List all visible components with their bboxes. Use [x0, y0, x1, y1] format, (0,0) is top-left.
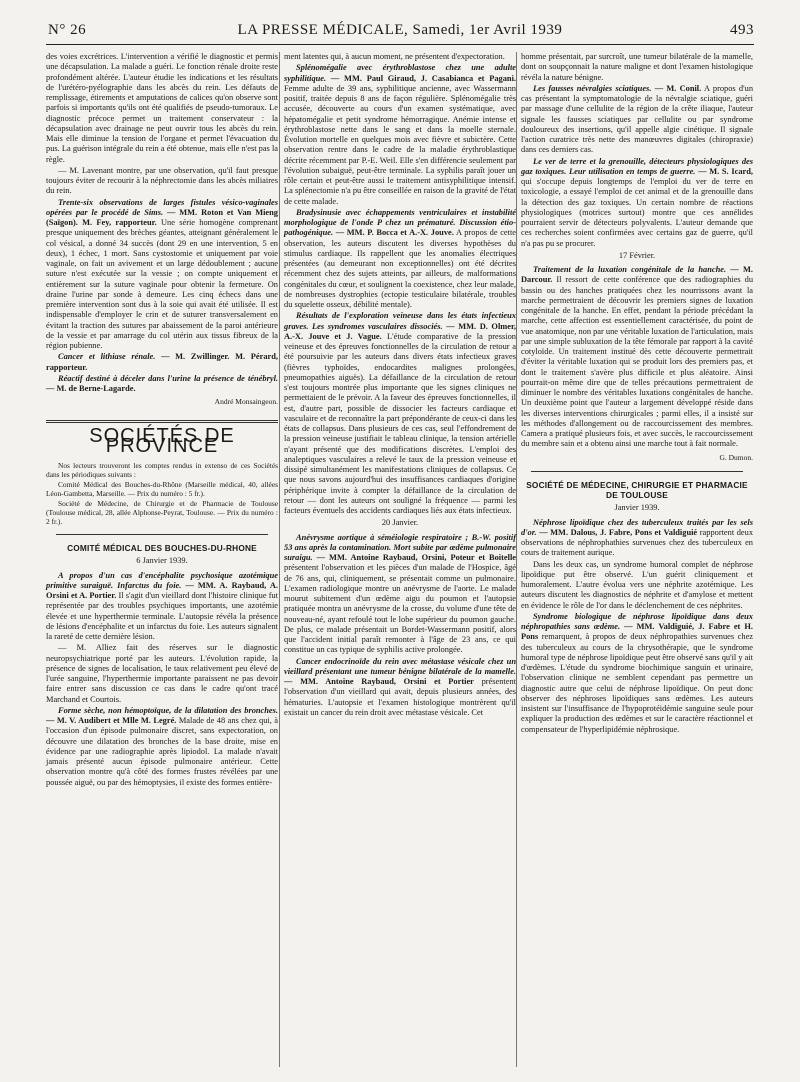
paragraph: Dans les deux cas, un syndrome humoral complet de néphrose lipoïdique put être observé. L'un guérit cliniquement et humoralement. L'autre évolua vers une néphrite azotémique. Les auteurs discutent les diagnostics de néphrite et d'amylose et mettent en évidence le rôle de l'or dans le déclenchement de ces néphrites. [521, 559, 753, 610]
paragraph: des voies excrétrices. L'intervention a vérifié le diagnostic et permis une décapsulation. La malade a guéri. Le fonction rénale droite reste profondément altérée. L'auteur étudie les indications et les résultats de l'urétéro-pyélographie dans les abcès du rein. Les défauts de remplissage, étirements et amputations de calices qu'on observe sont parfois si importants qu'ils ont été qualifiés de pseudo-tumoraux. Le diagnostic précoce permet un traitement conservateur : la décapsulation avec drainage ne peut ouvrir tous les abcès du rein. Mais elle diminue la tension de l'organe et permet l'évacuation du pus. La guérison intégrale du rein a été obtenue, mais elle n'est pas la règle. [46, 52, 278, 164]
article-body: présentent l'observation d'un vieillard qui avait, depuis plusieurs années, des hématuries. L'autopsie et l'examen histologique montrèrent qu'il existait un cancer du rein droit avec métastase vésicale. Cet [284, 677, 516, 717]
column-divider [279, 52, 280, 1067]
session-date: 17 Février. [618, 250, 656, 260]
article [284, 208, 516, 311]
article-body: Femme adulte de 39 ans, syphilitique ancienne, avec Wassermann positif, traitée depuis 8 ans de façon régulière. Splénomégalie très accusée, découverte au cours d'un examen systématique, avec hépatomégalie et petit syndrome hémorragique. Anémie intense et érythroblastose nette dans le sang et dans la moelle sternale. Évolution mortelle en quelques mois avec fièvre et subictère. Cette observation rentre dans le cadre de la maladie érythroblastique décrite récemment par P.-E. Weil. Elle s'en différencie seulement par l'évolution subaiguë, peut-être terminale. La syphilis paraît jouer un rôle certain et peut-être aussi le traitement antisyphilitique intensif. La splénectomie n'a pu être conseillée en raison de la gravité de l'état de cette malade. [284, 83, 516, 206]
article-body: Malade de 48 ans chez qui, à l'occasion d'un épisode pulmonaire discret, sans expectoration, on découvre une dilatation des bronches de la base droite, mise en évidence par une radiographie après lipiodol. La malade n'avait jamais présenté aucun épisode pulmonaire antérieur. Cette observation montre qu'à côté des formes frustes révélées par une poussée aiguë, ou par des hémoptysies, il existe des formes entière- [46, 716, 278, 787]
article-authors: — MM. Roton et Van Mieng (Saïgon). M. Fey, rapporteur. [46, 207, 278, 227]
paragraph: — M. Alliez fait des réserves sur le diagnostic neuropsychiatrique porté par les auteurs. L'évolution rapide, la présence de signes de localisation, le taux relativement peu élevé de l'urée sanguine, l'hyperthermie importante paraissent ne pas devoir faire entrer sans discussion ce cas dans le cadre qu'ont tracé Marchand et Courtois. [46, 643, 278, 704]
divider [56, 534, 268, 535]
article-title: Anévrysme aortique à séméiologie respiratoire ; B.-W. positif 53 ans après la contamination. Mort subite par œdème pulmonaire suraigu. [284, 532, 516, 562]
article [521, 518, 753, 559]
divider [531, 471, 743, 472]
article-body: Il s'agit d'un vieillard dont l'histoire clinique fut représentée par des troubles psychiques importants, une azotémie élevée et une hyperthermie terminale. L'autopsie révéla la présence de lésions d'encéphalite et un infarctus du foie. Les auteurs signalent la rareté de cette dernière lésion. [46, 591, 279, 641]
article [284, 311, 516, 516]
article-body: A propos d'un cas présentant la symptomatologie de la névralgie sciatique, guéri par massage d'une cellulite de la région de la crête iliaque, l'auteur signale les fausses sciatiques par cellulite ou par syndrome douloureux des insertions, qu'il appelle algie cinétique. Il signale l'action curatrice très nette des manœuvres digitales (chiropraxie) dans ces derniers cas. [521, 83, 754, 155]
column-1 [46, 52, 278, 789]
section-title: SOCIÉTÉS DE PROVINCE [89, 424, 235, 457]
article-authors: — MM. Antoine Raybaud, Orsini, Poteur et Boitelle [316, 553, 517, 562]
article-authors: — M. Conil. [654, 83, 702, 93]
article [46, 571, 278, 643]
paragraph: — M. Lavenant montre, par une observation, qu'il faut presque toujours éviter de recourir à la néphrectomie dans les abcès miliaires du rein. [46, 165, 278, 196]
article [521, 265, 753, 450]
session-date: 20 Janvier. [381, 518, 419, 528]
article-title: Le ver de terre et la grenouille, détecteurs physiologiques des gaz toxiques. Leur utilisation en temps de guerre. [521, 156, 753, 176]
article-authors: — M. S. Icard, [698, 166, 753, 176]
article-body: L'étude comparative de la pression veineuse et des épreuves fonctionnelles de la circulation de retour a été poursuivie par les auteurs dans divers états infectieux graves (fièvres typhoïdes, endocardites malignes prolongées, pneumopathies aiguës). La défaillance de la circulation de retour s'est toujours montrée plus importante que les signes cliniques ne permettaient de le prévoir. A la faveur des épreuves fonctionnelles, il est, d'autre part, possible de dissocier les facteurs cardiaque et vasculaire et de reconnaître la part prépondérante de ceux-ci dans les états de collapsus. Dans plusieurs de ces cas, seul l'effondrement de la pression veineuse justifiait le tableau clinique, la tension artérielle n'ayant présenté que des modifications discrètes. L'emploi des analeptiques vasculaires a relevé le taux de la pression veineuse et dissipé simultanément les manifestations cliniques de collapsus. Ce que nous savons aujourd'hui des insuffisances cardiaques d'origine périphérique invite à compter la défaillance de la circulation de retour — dont les auteurs ont souligné la fréquence — parmi les facteurs éventuels des accidents cardiaques liés aux états infectieux. [284, 331, 516, 515]
article-authors: — M. Darcour. [521, 265, 753, 285]
article-title: Trente-six observations de larges fistules vésico-vaginales opérées par le procédé de Sims. [46, 197, 278, 217]
article [284, 657, 516, 719]
article-title: Cancer et lithiase rénale. [58, 352, 156, 362]
article-body: rapportent deux observations de néphrophathies survenues chez des tuberculeux en cours de traitement aurique. [521, 527, 754, 558]
article-body: Une série homogène comprenant presque uniquement des brèches géantes, atteignant généralement le col vésical, a donné 34 succès (dont 29 en une intervention, 5 en deux), 1 échec, 1 mort. Sans cystostomie et uniquement par voie vaginale, on fait un avivement et un large dédoublement ; aucune suture n'est exécutée sur la vessie ; on compte uniquement et entièrement sur la suture vaginale pour obtenir la fermeture. On draine l'urine par sonde à demeure. Les cinq échecs dans une première intervention sont dus à la soie qui avait été utilisée. Il est indispensable d'employer le crin et de suturer transversalement en évitant la traction des sutures par abaissement de la paroi antérieure de la vessie et par amarrage du col utérin aux tissus fibreux de la région pubienne. [46, 218, 279, 350]
column-divider [516, 52, 517, 1067]
article-body: Il ressort de cette conférence que des radiographies du bassin ou des hanches pratiquées chez les nourrissons avant la marche permettraient de découvrir les premiers signes de luxation congénitale de la hanche. En effet, pendant la période précédant la marche, cette affection est essentiellement caractérisée, du point de vue anatomique, non par une véritable luxation de l'articulation, mais par une simple subluxation de la tête fémorale par rapport à la cavité cotyloïde. Un traitement institué dès cette découverte permettrait d'éviter la véritable luxation qui se produit lors des premiers pas, et dont le traitement s'avère plus difficile et plus aléatoire. Ainsi pourrait-on même dire que de telles précautions permettraient de diminuer le nombre des véritables luxations congénitales de hanche. Un deuxième point que l'auteur a largement développé réside dans les diverses interventions chirurgicales ; parmi elles, il a insisté sur les méthodes d'allongement ou de raccourcissement des membres. Camera a pratiqué plusieurs fois, et avec succès, le raccourcissement du membre sain et a obtenu ainsi une marche tout à fait normale. [521, 275, 754, 449]
session-date: Janvier 1939. [614, 503, 660, 513]
subscription-note: Comité Médical des Bouches-du-Rhône (Marseille médical, 40, allées Léon-Gambetta, Marseille. — Prix du numéro : 5 fr.). [46, 480, 278, 498]
article-authors: — MM. Paul Giraud, J. Casabianca et Pagani. [330, 73, 517, 83]
page-number: 493 [730, 22, 754, 38]
article [46, 374, 278, 395]
page-header [46, 22, 754, 44]
article-title: Splénomégalie avec érythroblastose chez une adulte syphilitique. [284, 63, 516, 83]
article-authors: — MM. A. Raybaud, A. Orsini et A. Portier. [46, 580, 278, 600]
article [284, 63, 516, 207]
article [46, 352, 278, 373]
article-title: A propos d'un cas d'encéphalite psychosique azotémique primitive suraiguë. Infarctus du foie. [46, 570, 278, 590]
signature: G. Dumon. [719, 452, 753, 462]
article-authors: — M. Zwillinger. M. Pérard, rapporteur. [46, 352, 279, 372]
article-title: Cancer endocrinoïde du rein avec métastase vésicale chez un vieillard présentant une tumeur bénigne bilatérale de la mamelle. [284, 656, 516, 676]
article-title: Résultats de l'exploration veineuse dans les états infectieux graves. Les syndromes vasculaires dissociés. [284, 311, 516, 331]
subscription-note: Société de Médecine, de Chirurgie et de Pharmacie de Toulouse (Toulouse médical, 28, allée Alphonse-Peyrat, Toulouse. — Prix du numéro : 2 fr.). [46, 499, 278, 526]
article [521, 84, 753, 156]
article-title: Réactif destiné à déceler dans l'urine la présence de ténébryl. [58, 373, 278, 383]
section-rule [46, 420, 278, 423]
article [521, 612, 753, 735]
article-authors: — MM. Antoine Raybaud, Orsini et Portier [284, 677, 474, 686]
article-body: présentent l'observation et les pièces d'un malade de l'Hospice, âgé de 76 ans, qui, cliniquement, se présentait comme un pulmonaire. L'examen radiologique montre un anévrysme de l'aorte. Le malade mourut subitement d'un œdème aigu du poumon et l'autopsie pratiquée montra un anévrysme de la crosse, du volume d'une tête de nouveau-né, ayant refoulé tout le lobe supérieur du poumon gauche. De plus, ce malade présentait un Bordet-Wassermann positif, alors que l'accident initial paraît remonter à l'âge de 23 ans, ce qui constitue un cas typique de syphilis active prolongée. [284, 563, 516, 655]
article [46, 198, 278, 352]
article-title: Bradysinusie avec échappements ventriculaires et instabilité morphologique de l'onde P chez un prématuré. Discussion étio-pathogénique. [284, 207, 516, 238]
society-title: SOCIÉTÉ DE MÉDECINE, CHIRURGIE ET PHARMACIE DE TOULOUSE [526, 479, 748, 500]
article-title: Syndrome biologique de néphrose lipoïdique dans deux néphropathies sans œdème. [521, 611, 753, 631]
article-body: qui s'occupe depuis longtemps de l'emploi du ver de terre en toxicologie, a essayé l'emploi de cet animal et de la grenouille dans la détection des gaz toxiques. Un certain nombre de réactions physiologiques (motrices surtout) montre que ces annélides pourraient servir de détecteurs polyvalents. L'auteur demande que ces recherches soient confirmées avec certains gaz de guerre, qu'il n'a pas pu se procurer. [521, 177, 753, 248]
article-authors: — M. V. Audibert et Mlle M. Legré. [46, 716, 177, 725]
issue-number: N° 26 [48, 22, 87, 38]
article-authors: — MM. D. Olmer, A.-X. Jouve et J. Vague. [284, 321, 517, 341]
journal-title: LA PRESSE MÉDICALE, Samedi, 1er Avril 1939 [237, 22, 563, 38]
article-title: Néphrose lipoïdique chez des tuberculeux traités par les sels d'or. [521, 517, 753, 537]
column-3 [521, 52, 753, 736]
article [521, 157, 753, 249]
article [46, 706, 278, 788]
article-authors: — MM. Valdiguié, J. Fabre et H. Pons [521, 622, 754, 642]
article [284, 533, 516, 656]
column-2 [284, 52, 516, 719]
article-body: A propos de cette observation, les auteurs discutent les diverses hypothèses du stimulus cardiaque. Ils rappellent que les anomalies électriques présentées (au demeurant non exceptionnelles) ont été décrites récemment chez des sujets atteints, par ailleurs, de malformations congénitales du cœur, et soulignent la coexistence, chez leur malade, de nombreuses dystrophies (ectopie testiculaire bilatérale, troubles du squelette osseux, débilité mentale). [284, 228, 517, 309]
article-title: Forme sèche, non hémoptoïque, de la dilatation des bronches. [58, 705, 278, 715]
society-title: COMITÉ MÉDICAL DES BOUCHES-DU-RHONE [67, 543, 257, 553]
article-title: Traitement de la luxation congénitale de la hanche. [533, 265, 727, 274]
signature: André Monsaingeon. [214, 397, 278, 407]
header-rule [46, 44, 754, 45]
article-authors: — MM. Dalous, J. Fabre, Pons et Valdiguié [539, 527, 698, 537]
article-authors: — M. de Berne-Lagarde. [46, 384, 136, 393]
article-body: remarquent, à propos de deux néphropathies survenues chez des tuberculeux au cours de la chrysothérapie, que le syndrome humoral type de néphrose lipoïdique peut être observé sans qu'il y ait d'œdèmes. L'étude du syndrome biochimique sanguin et urinaire, l'observation clinique ne semblent cependant pas permettre un diagnostic autre que celui de néphrose lipoïdique. On peut donc observer des néphroses lipoïdiques sans œdèmes. Les auteurs insistent sur l'insuffisance de l'hypoprotéidémie sanguine seule pour expliquer la production des œdèmes et sur le caractère réactionnel et compensateur de l'hyperlipidémie néphrosique. [521, 632, 753, 734]
paragraph: ment latentes qui, à aucun moment, ne présentent d'expectoration. [284, 52, 505, 61]
article-authors: — MM. P. Bocca et A.-X. Jouve. [335, 228, 454, 238]
paragraph: homme présentait, par surcroît, une tumeur bilatérale de la mamelle, dont on soupçonnait la nature maligne et dont l'examen histologique révéla la nature bénigne. [521, 52, 753, 82]
subscription-note: Nos lecteurs trouveront les comptes rendus in extenso de ces Sociétés dans les périodiques suivants : [46, 461, 278, 479]
article-title: Les fausses névralgies sciatiques. [533, 83, 652, 93]
session-date: 6 Janvier 1939. [136, 556, 188, 566]
